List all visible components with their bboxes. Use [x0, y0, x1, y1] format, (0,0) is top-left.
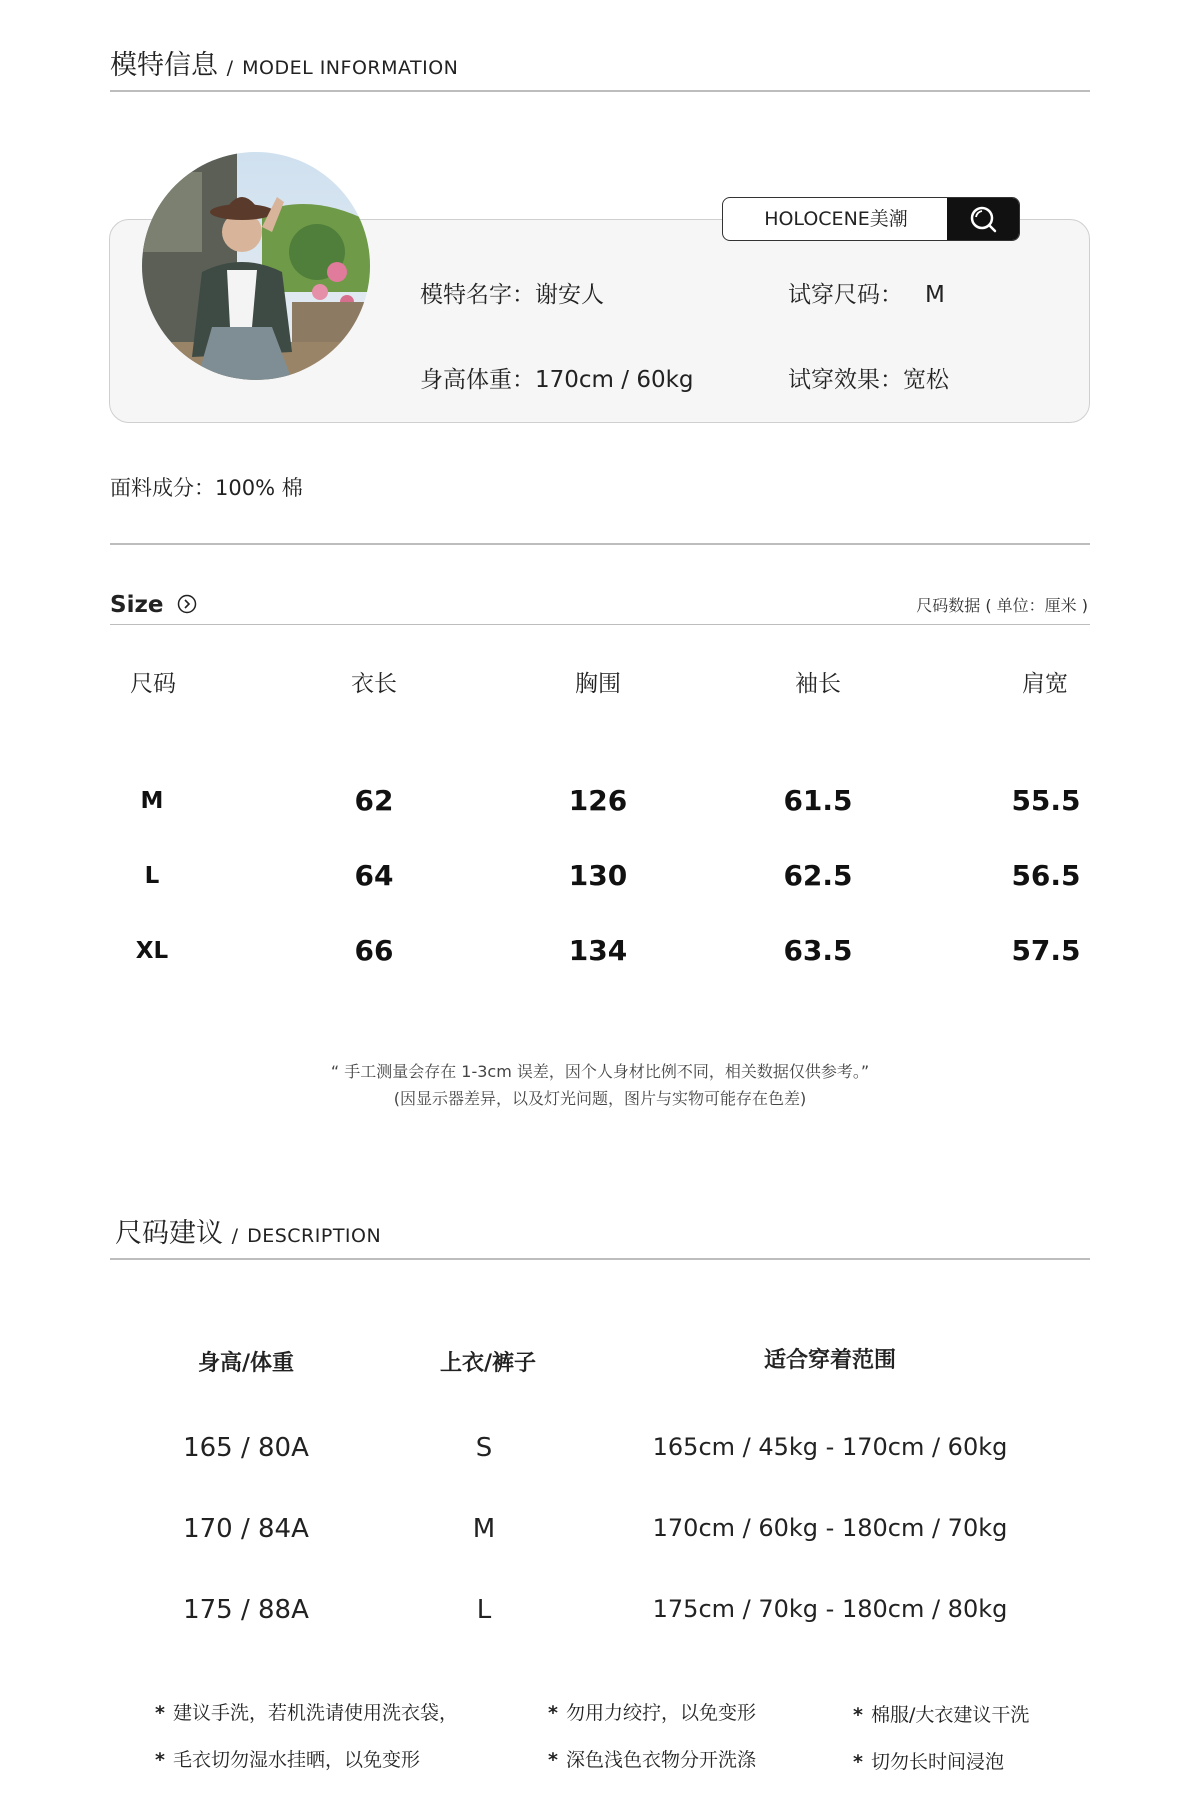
- color-note: (因显示器差异，以及灯光问题，图片与实物可能存在色差): [393, 1089, 807, 1108]
- description-title-cn: 尺码建议: [115, 1218, 223, 1249]
- description-title: [115, 1211, 381, 1250]
- size-title-text: Size: [110, 592, 164, 618]
- size-cell: L: [144, 863, 160, 889]
- fabric-divider: [110, 543, 1090, 545]
- bullet-star-icon: *: [853, 1704, 863, 1726]
- sleeve-cell: 62.5: [783, 859, 853, 892]
- length-cell: 64: [354, 859, 394, 892]
- size-cell: M: [472, 1514, 496, 1544]
- care-tip: [853, 1747, 1004, 1774]
- trial-size: [788, 276, 945, 309]
- description-header: [110, 1218, 1090, 1260]
- care-tip: [853, 1700, 1029, 1727]
- height-weight-value: 170cm / 60kg: [535, 367, 694, 393]
- shoulder-cell: 56.5: [1011, 859, 1081, 892]
- size-header: [110, 585, 1090, 625]
- title-separator: /: [226, 57, 234, 79]
- size-cell: L: [476, 1595, 492, 1625]
- care-tip-text: 深色浅色衣物分开洗涤: [565, 1749, 756, 1771]
- size-col-size: 尺码: [130, 671, 176, 697]
- size-unit-note: 尺码数据 ( 单位：厘米 ): [916, 596, 1088, 615]
- size-col-chest: 胸围: [575, 671, 621, 697]
- bullet-star-icon: *: [155, 1749, 165, 1771]
- title-separator: /: [231, 1225, 239, 1247]
- height-weight-cell: 165 / 80A: [183, 1433, 309, 1463]
- height-weight-cell: 175 / 88A: [183, 1595, 309, 1625]
- model-info-title-en: MODEL INFORMATION: [242, 57, 459, 79]
- model-avatar: [142, 152, 370, 380]
- chevron-right-circle-icon: [177, 594, 197, 614]
- care-tip: [155, 1745, 420, 1772]
- sleeve-cell: 63.5: [783, 934, 853, 967]
- rec-col-height-weight: 身高/体重: [197, 1351, 295, 1376]
- rec-col-range: 适合穿着范围: [763, 1348, 896, 1373]
- trial-fit: [788, 361, 949, 394]
- range-cell: 175cm / 70kg - 180cm / 80kg: [652, 1595, 1008, 1623]
- range-cell: 170cm / 60kg - 180cm / 70kg: [652, 1514, 1008, 1542]
- size-col-shoulder: 肩宽: [1022, 671, 1068, 697]
- chest-cell: 130: [568, 859, 628, 892]
- bullet-star-icon: *: [548, 1749, 558, 1771]
- trial-fit-value: 宽松: [903, 367, 949, 393]
- trial-size-label: 试穿尺码：: [788, 282, 903, 308]
- range-cell: 165cm / 45kg - 170cm / 60kg: [652, 1433, 1008, 1461]
- brand-search-text: HOLOCENE美潮: [764, 208, 908, 230]
- trial-size-value: M: [925, 282, 945, 308]
- model-name-label: 模特名字：: [420, 282, 535, 308]
- rec-col-top-bottom: 上衣/裤子: [439, 1351, 537, 1376]
- fabric-composition: 面料成分：100% 棉: [110, 476, 303, 500]
- search-icon: [947, 198, 1019, 240]
- length-cell: 62: [354, 784, 394, 817]
- bullet-star-icon: *: [548, 1702, 558, 1724]
- size-cell: M: [140, 788, 164, 814]
- care-tip-text: 切勿长时间浸泡: [870, 1751, 1004, 1773]
- shoulder-cell: 57.5: [1011, 934, 1081, 967]
- model-info-title-cn: 模特信息: [110, 50, 218, 81]
- model-name: [420, 276, 604, 309]
- length-cell: 66: [354, 934, 394, 967]
- model-height-weight: [420, 361, 694, 394]
- size-title: [110, 592, 197, 618]
- brand-search-box[interactable]: [722, 197, 1020, 241]
- size-cell: S: [475, 1433, 493, 1463]
- bullet-star-icon: *: [155, 1702, 165, 1724]
- measurement-note: “ 手工测量会存在 1-3cm 误差，因个人身材比例不同，相关数据仅供参考。”: [330, 1062, 870, 1081]
- trial-fit-label: 试穿效果：: [788, 367, 903, 393]
- sleeve-cell: 61.5: [783, 784, 853, 817]
- height-weight-label: 身高体重：: [420, 367, 535, 393]
- chest-cell: 134: [568, 934, 628, 967]
- model-info-header: [110, 50, 1090, 92]
- care-tip-text: 建议手洗，若机洗请使用洗衣袋，: [172, 1702, 458, 1724]
- care-tip-text: 毛衣切勿湿水挂晒，以免变形: [172, 1749, 420, 1771]
- search-button[interactable]: [947, 198, 1019, 240]
- care-tip: [548, 1745, 756, 1772]
- model-info-title: [110, 43, 458, 82]
- description-title-en: DESCRIPTION: [247, 1225, 382, 1247]
- chest-cell: 126: [568, 784, 628, 817]
- bullet-star-icon: *: [853, 1751, 863, 1773]
- shoulder-cell: 55.5: [1011, 784, 1081, 817]
- height-weight-cell: 170 / 84A: [183, 1514, 309, 1544]
- care-tip-text: 勿用力绞拧，以免变形: [565, 1702, 756, 1724]
- model-name-value: 谢安人: [535, 282, 604, 308]
- care-tip-text: 棉服/大衣建议干洗: [870, 1704, 1030, 1726]
- size-col-sleeve: 袖长: [795, 671, 841, 697]
- size-col-length: 衣长: [351, 671, 397, 697]
- size-cell: XL: [135, 938, 169, 964]
- care-tip: [155, 1698, 458, 1725]
- care-tip: [548, 1698, 756, 1725]
